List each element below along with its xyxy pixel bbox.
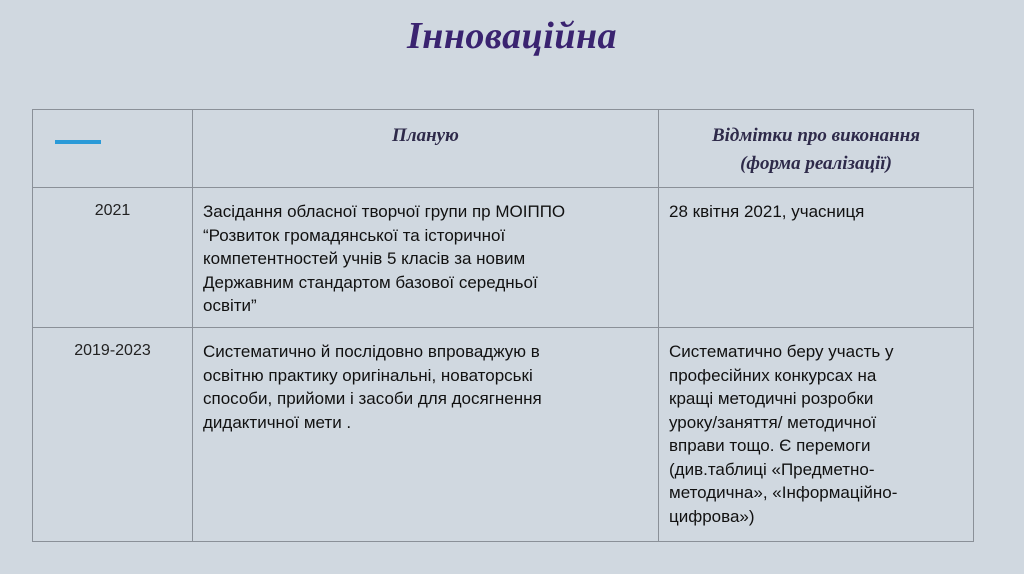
plan-cell xyxy=(193,188,659,328)
table-header-row xyxy=(33,110,974,188)
table-row xyxy=(33,188,974,328)
result-cell xyxy=(659,188,974,328)
year-cell xyxy=(33,188,193,328)
page-title: Інноваційна xyxy=(406,15,618,57)
year-label: 2019-2023 xyxy=(74,342,151,359)
plan-text: Систематично й послідовно впроваджую в освітню практику оригінальні, новаторські способи, прийоми і засоби для досягнення дидактичної мети . xyxy=(203,342,542,432)
header-plan-label: Планую xyxy=(392,125,459,146)
header-cell-plan xyxy=(193,110,659,188)
result-text: Систематично беру участь у професійних конкурсах на кращі методичні розробки уроку/заняття/ методичної вправи тощо. Є перемоги (див.таблиці «Предметно- методична», «Інформаційно- цифрова») xyxy=(669,342,898,526)
plan-table xyxy=(32,109,974,542)
table-row xyxy=(33,328,974,542)
header-cell-result xyxy=(659,110,974,188)
header-result-label: Відмітки про виконання (форма реалізації) xyxy=(711,125,921,174)
plan-cell xyxy=(193,328,659,542)
year-label: 2021 xyxy=(94,202,131,219)
year-cell xyxy=(33,328,193,542)
result-text: 28 квітня 2021, учасниця xyxy=(669,202,865,221)
dash-marker-icon xyxy=(55,140,101,144)
plan-text: Засідання обласної творчої групи пр МОІППО “Розвиток громадянської та історичної компетентностей учнів 5 класів за новим Державним стандартом базової середньої освіти” xyxy=(203,202,566,315)
result-cell xyxy=(659,328,974,542)
header-cell-marker xyxy=(33,110,193,188)
